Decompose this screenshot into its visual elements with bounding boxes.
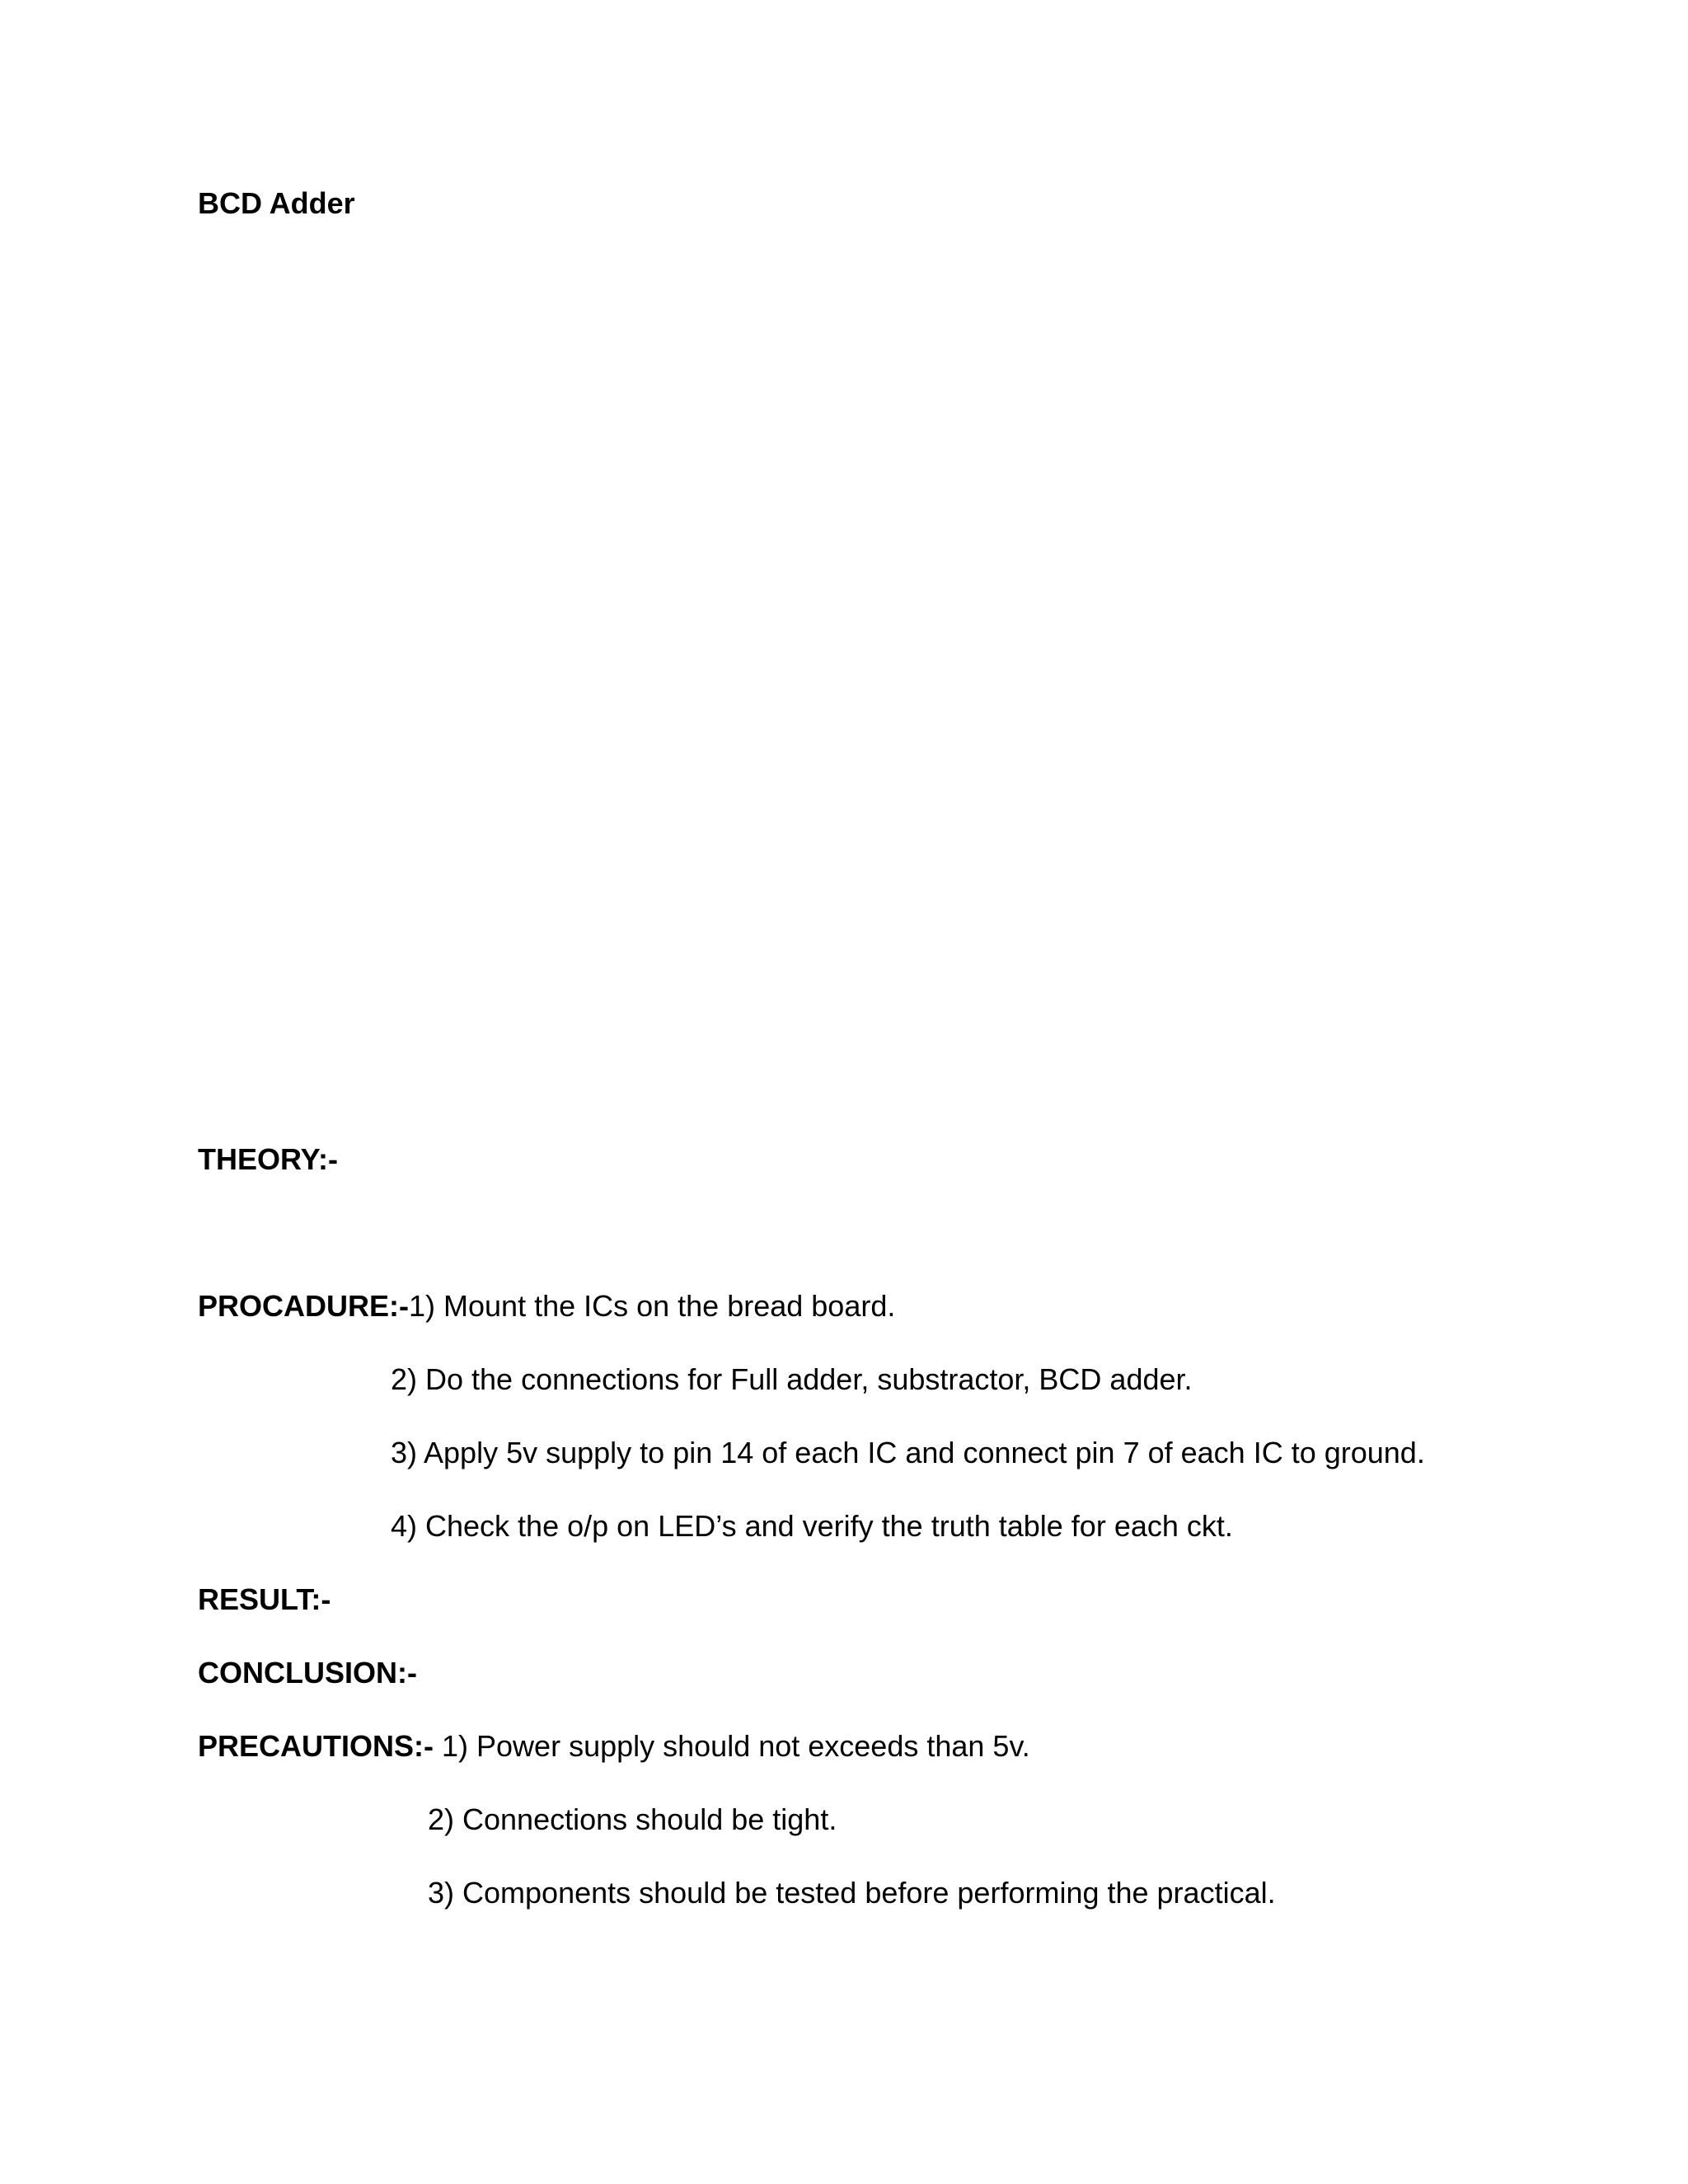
procedure-line-1 [198, 1288, 895, 1324]
precautions-heading: PRECAUTIONS:- [198, 1729, 434, 1763]
procedure-step-3: 3) Apply 5v supply to pin 14 of each IC and connect pin 7 of each IC to ground. [391, 1436, 1425, 1469]
theory-heading: THEORY:- [198, 1142, 338, 1176]
precaution-step-2: 2) Connections should be tight. [428, 1802, 837, 1836]
procedure-heading: PROCADURE:- [198, 1289, 409, 1323]
result-heading: RESULT:- [198, 1582, 331, 1616]
conclusion-heading: CONCLUSION:- [198, 1656, 417, 1690]
procedure-step-2: 2) Do the connections for Full adder, substractor, BCD adder. [391, 1362, 1193, 1396]
document-title: BCD Adder [198, 186, 355, 220]
precautions-line-1 [198, 1728, 1030, 1765]
procedure-step-1: 1) Mount the ICs on the bread board. [409, 1289, 896, 1323]
procedure-step-4: 4) Check the o/p on LED’s and verify the truth table for each ckt. [391, 1509, 1233, 1543]
precaution-step-1: 1) Power supply should not exceeds than 5v. [442, 1729, 1030, 1763]
precaution-step-3: 3) Components should be tested before performing the practical. [428, 1876, 1276, 1910]
